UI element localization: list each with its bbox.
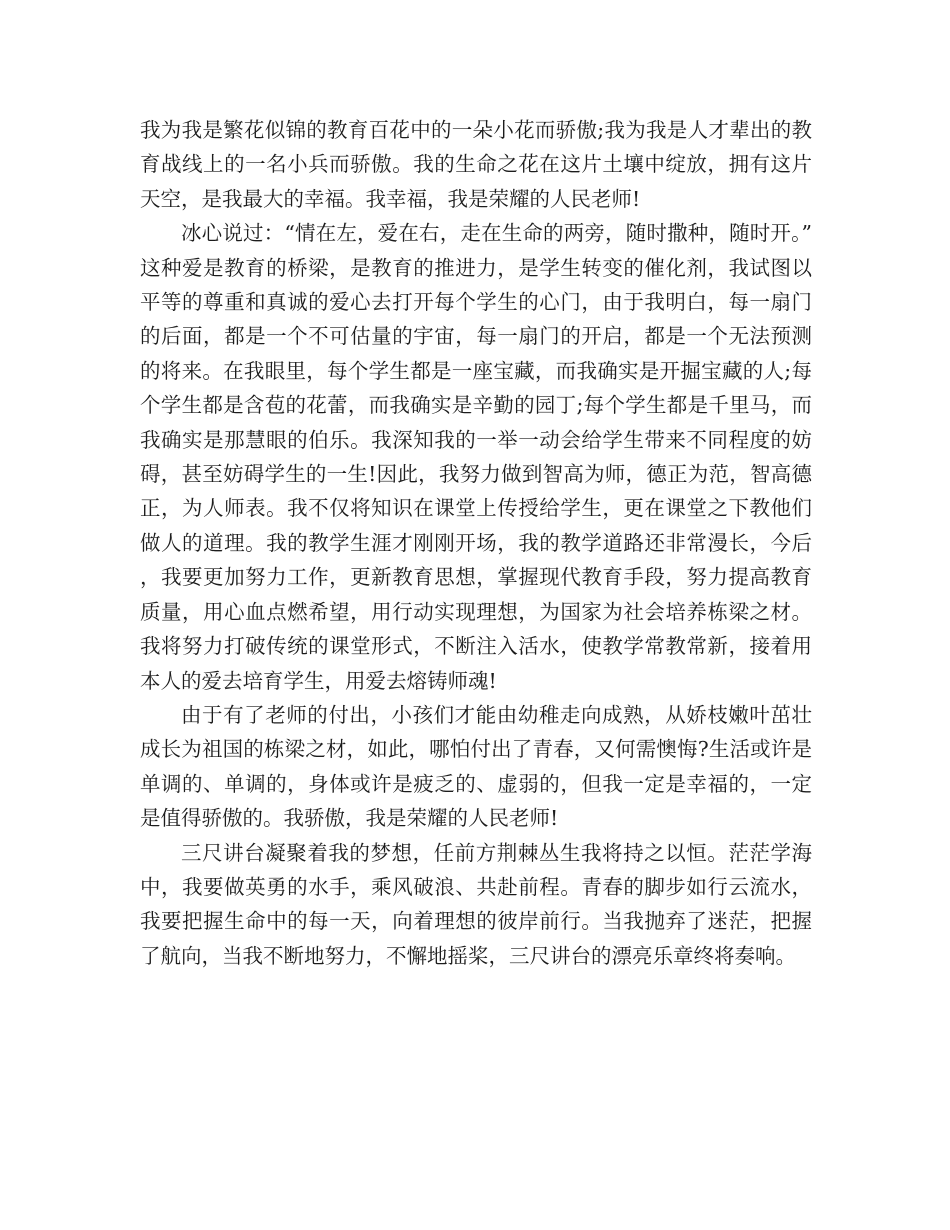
document-body xyxy=(140,113,812,973)
paragraph-1: 我为我是繁花似锦的教育百花中的一朵小花而骄傲;我为我是人才辈出的教育战线上的一名小兵而骄傲。我的生命之花在这片土壤中绽放，拥有这片天空，是我最大的幸福。我幸福，我是荣耀的人民老师! xyxy=(140,118,812,211)
paragraph-4: 三尺讲台凝聚着我的梦想，任前方荆棘丛生我将持之以恒。茫茫学海中，我要做英勇的水手，乘风破浪、共赴前程。青春的脚步如行云流水，我要把握生命中的每一天，向着理想的彼岸前行。当我抛弃了迷茫，把握了航向，当我不断地努力，不懈地摇桨，三尺讲台的漂亮乐章终将奏响。 xyxy=(140,840,812,968)
paragraph-3: 由于有了老师的付出，小孩们才能由幼稚走向成熟，从娇枝嫩叶茁壮成长为祖国的栋梁之材，如此，哪怕付出了青春，又何需懊悔?生活或许是单调的、单调的，身体或许是疲乏的、虚弱的，但我一定是幸福的，一定是值得骄傲的。我骄傲，我是荣耀的人民老师! xyxy=(140,702,812,831)
paragraph-2: 冰心说过：“情在左，爱在右，走在生命的两旁，随时撒种，随时开。”这种爱是教育的桥梁，是教育的推进力，是学生转变的催化剂，我试图以平等的尊重和真诚的爱心去打开每个学生的心门，由于我明白，每一扇门的后面，都是一个不可估量的宇宙，每一扇门的开启，都是一个无法预测的将来。在我眼里，每个学生都是一座宝藏，而我确实是开掘宝藏的人;每个学生都是含苞的花蕾，而我确实是辛勤的园丁;每个学生都是千里马，而我确实是那慧眼的伯乐。我深知我的一举一动会给学生带来不同程度的妨碍，甚至妨碍学生的一生!因此，我努力做到智高为师，德正为范，智高德正，为人师表。我不仅将知识在课堂上传授给学生，更在课堂之下教他们做人的道理。我的教学生涯才刚刚开场，我的教学道路还非常漫长，今后，我要更加努力工作，更新教育思想，掌握现代教育手段，努力提高教育质量，用心血点燃希望，用行动实现理想，为国家为社会培养栋梁之材。我将努力打破传统的课堂形式，不断注入活水，使教学常教常新，接着用本人的爱去培育学生，用爱去熔铸师魂! xyxy=(140,221,812,693)
